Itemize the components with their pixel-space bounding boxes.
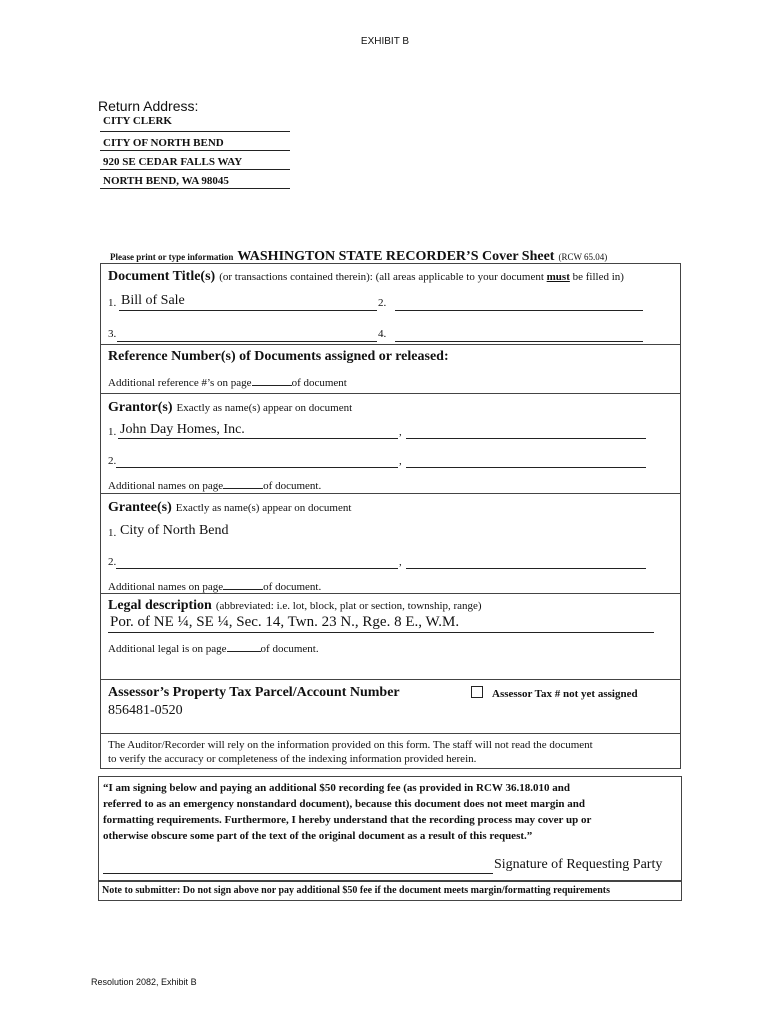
grantor-value-1: John Day Homes, Inc. (120, 422, 245, 437)
reference-additional-row (108, 375, 347, 389)
grantee-number-2: 2. (108, 556, 117, 568)
grantee-page-field[interactable] (223, 579, 263, 590)
legal-additional-row (108, 641, 319, 655)
grantee-value-1: City of North Bend (120, 523, 229, 538)
title-field-1[interactable] (119, 310, 377, 311)
grantor-note: Exactly as name(s) appear on document (176, 402, 353, 414)
auditor-note-line: to verify the accuracy or completeness of the indexing information provided herein. (108, 753, 477, 765)
grantor-additional-row (108, 478, 321, 492)
reference-additional-suffix: of document (291, 377, 347, 389)
divider (100, 593, 681, 594)
emergency-statement-line: otherwise obscure some part of the text of the original document as a result of this request.” (103, 830, 533, 842)
title-value-1: Bill of Sale (121, 293, 185, 308)
divider (100, 344, 681, 345)
grantor-heading: Grantor(s) (108, 400, 173, 415)
document-titles-heading: Document Title(s) (108, 269, 216, 284)
grantee-additional-row (108, 579, 321, 593)
grantor-comma-1: , (399, 426, 402, 438)
signature-field[interactable] (103, 873, 493, 874)
return-address-block (100, 113, 290, 189)
legal-value: Por. of NE ¼, SE ¼, Sec. 14, Twn. 23 N., Rge. 8 E., W.M. (110, 614, 460, 630)
signature-label: Signature of Requesting Party (494, 857, 663, 872)
legal-heading-row (108, 596, 482, 614)
title-number-4: 4. (378, 328, 387, 340)
emergency-statement-line: formatting requirements. Furthermore, I hereby understand that the recording process may cover up or (103, 814, 592, 826)
title-number-3: 3. (108, 328, 117, 340)
divider (100, 733, 681, 734)
legal-heading: Legal description (108, 598, 212, 613)
divider (100, 493, 681, 494)
grantor-field-2a[interactable] (116, 467, 398, 468)
grantor-field-2b[interactable] (406, 467, 646, 468)
grantor-additional-label: Additional names on page (108, 480, 224, 492)
rcw-reference: (RCW 65.04) (558, 252, 608, 262)
reference-additional-label: Additional reference #’s on page (108, 377, 252, 389)
print-note: Please print or type information (110, 252, 234, 262)
assessor-heading: Assessor’s Property Tax Parcel/Account Number (108, 685, 400, 700)
reference-page-field[interactable] (252, 375, 292, 386)
divider (100, 393, 681, 394)
grantee-comma-2: , (399, 556, 402, 568)
grantee-additional-suffix: of document. (263, 581, 322, 593)
legal-page-field[interactable] (227, 641, 261, 652)
auditor-note-line: The Auditor/Recorder will rely on the information provided on this form. The staff will not read the document (108, 739, 593, 751)
grantee-number-1: 1. (108, 527, 117, 539)
grantee-field-2b[interactable] (406, 568, 646, 569)
assessor-value: 856481-0520 (108, 703, 183, 718)
assessor-checkbox-label: Assessor Tax # not yet assigned (492, 688, 638, 700)
grantor-field-1a[interactable] (118, 438, 398, 439)
legal-note: (abbreviated: i.e. lot, block, plat or section, township, range) (215, 600, 482, 612)
grantee-note: Exactly as name(s) appear on document (175, 502, 352, 514)
return-address-line: NORTH BEND, WA 98045 (100, 170, 290, 189)
grantor-comma-2: , (399, 455, 402, 467)
grantee-field-2a[interactable] (116, 568, 398, 569)
emergency-statement-line: referred to as an emergency nonstandard document), because this document does not meet margin and (103, 798, 586, 810)
document-titles-note: (or transactions contained therein): (all areas applicable to your document (219, 271, 547, 283)
grantor-number-2: 2. (108, 455, 117, 467)
document-titles-heading-row (108, 267, 624, 285)
legal-field[interactable] (108, 632, 654, 633)
must-note: must (546, 271, 570, 283)
divider (100, 679, 681, 680)
submitter-note: Note to submitter: Do not sign above nor pay additional $50 fee if the document meets margin/formatting requirements (102, 885, 611, 896)
grantor-field-1b[interactable] (406, 438, 646, 439)
cover-title: WASHINGTON STATE RECORDER’S Cover Sheet (237, 249, 555, 264)
return-address-line: CITY OF NORTH BEND (100, 132, 290, 151)
grantee-heading-row (108, 498, 351, 516)
emergency-statement-line: “I am signing below and paying an additional $50 recording fee (as provided in RCW 36.18.010 and (103, 782, 570, 794)
legal-additional-suffix: of document. (260, 643, 319, 655)
footer-text: Resolution 2082, Exhibit B (91, 977, 197, 987)
title-field-3[interactable] (117, 341, 377, 342)
grantor-heading-row (108, 398, 352, 416)
grantor-number-1: 1. (108, 426, 117, 438)
title-field-4[interactable] (395, 341, 643, 342)
assessor-checkbox[interactable] (471, 686, 483, 698)
grantor-page-field[interactable] (223, 478, 263, 489)
exhibit-header: EXHIBIT B (360, 36, 410, 47)
title-number-1: 1. (108, 297, 117, 309)
grantor-additional-suffix: of document. (263, 480, 322, 492)
return-address-line: CITY CLERK (100, 113, 290, 132)
reference-heading: Reference Number(s) of Documents assigned or released: (108, 349, 449, 364)
return-address-line: 920 SE CEDAR FALLS WAY (100, 151, 290, 170)
title-field-2[interactable] (395, 310, 643, 311)
grantee-additional-label: Additional names on page (108, 581, 224, 593)
title-number-2: 2. (378, 297, 387, 309)
return-address-label: Return Address: (98, 98, 199, 114)
grantee-heading: Grantee(s) (108, 500, 172, 515)
legal-additional-label: Additional legal is on page (108, 643, 227, 655)
document-titles-note-end: be filled in) (569, 271, 624, 283)
